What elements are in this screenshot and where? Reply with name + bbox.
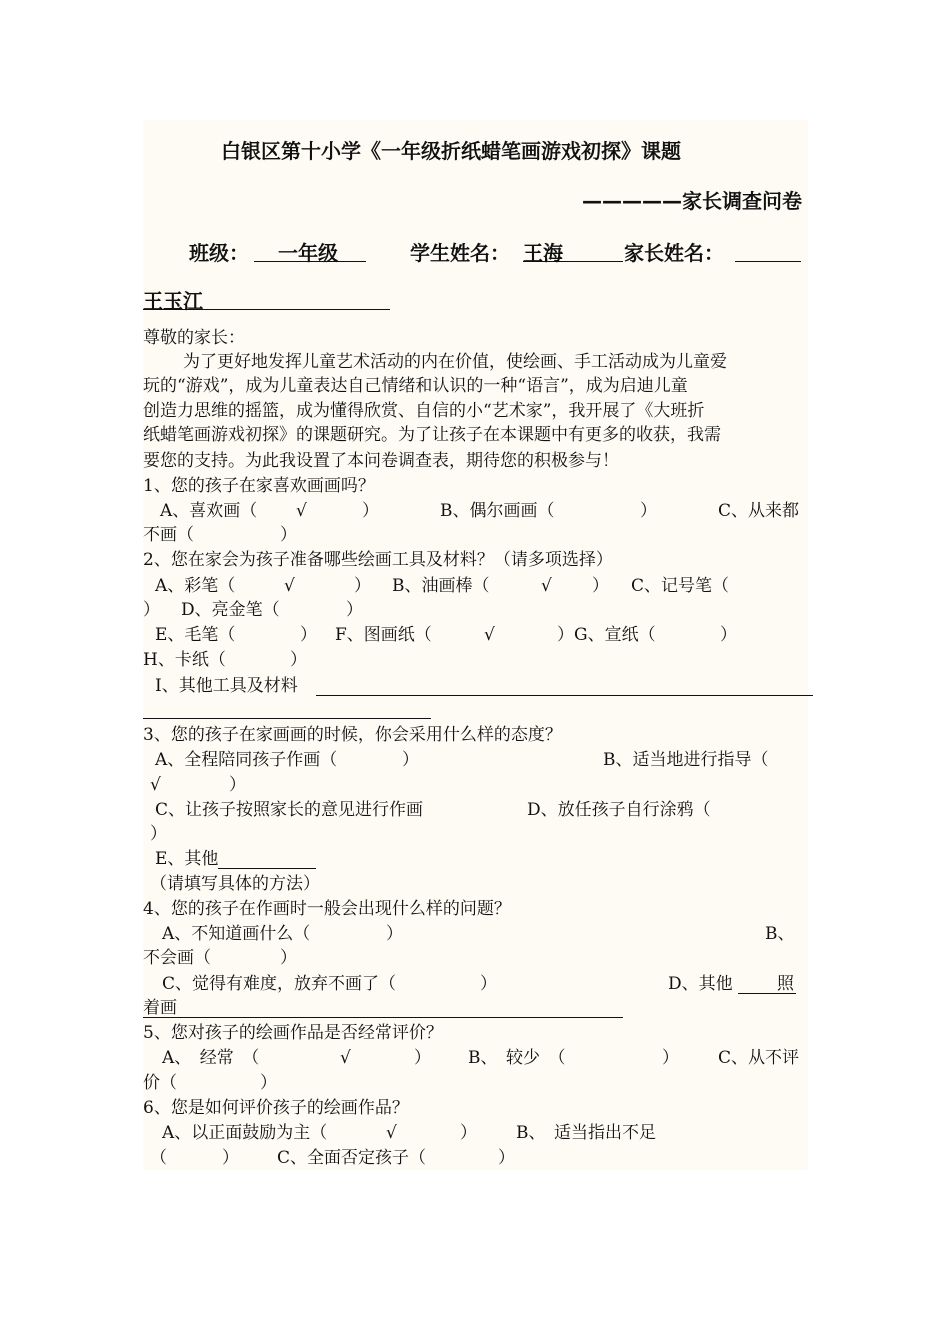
parent-label: 家长姓名： xyxy=(624,241,724,265)
q6-option-a-mark: √ xyxy=(386,1123,397,1143)
q5-option-a-mark: √ xyxy=(340,1048,351,1068)
q1-option-c-close: ） xyxy=(280,525,297,545)
q2-option-g: ）G、宣纸（ xyxy=(557,625,656,645)
q2-option-a: A、彩笔（ xyxy=(155,576,236,596)
q1-option-a: A、喜欢画（ xyxy=(160,501,258,521)
q4-option-c-close: ） xyxy=(480,974,497,994)
student-value: 王海 xyxy=(523,241,563,265)
parent-underline-start xyxy=(735,261,801,262)
q5-question: 5、您对孩子的绘画作品是否经常评价？ xyxy=(143,1023,443,1043)
page-subtitle: —————家长调查问卷 xyxy=(582,189,802,213)
q4-option-d: D、其他 xyxy=(668,974,733,994)
parent-value: 王玉江 xyxy=(143,289,203,313)
q6-option-b: B、 适当指出不足 xyxy=(516,1123,656,1143)
q2-option-g-close: ） xyxy=(720,625,737,645)
q6-option-a: A、以正面鼓励为主（ xyxy=(162,1123,328,1143)
q2-option-f: F、图画纸（ xyxy=(335,625,432,645)
q3-other-blank xyxy=(218,868,316,869)
q6-question: 6、您是如何评价孩子的绘画作品？ xyxy=(143,1098,409,1118)
q2-option-b-mark: √ xyxy=(541,576,552,596)
q2-option-d-close: ） xyxy=(346,600,363,620)
student-label: 学生姓名： xyxy=(410,241,510,265)
q6-option-a-close: ） xyxy=(460,1123,477,1143)
intro-line: 要您的支持。为此我设置了本问卷调查表，期待您的积极参与！ xyxy=(143,451,619,471)
q6-option-b-open: （ xyxy=(150,1148,167,1168)
q4-option-b: B、 xyxy=(765,924,795,944)
q2-option-d: D、亮金笔（ xyxy=(181,600,280,620)
questionnaire-paper xyxy=(143,120,808,1170)
q3-option-b-mark: √ xyxy=(150,775,161,795)
q5-option-a-close: ） xyxy=(414,1048,431,1068)
q3-question: 3、您的孩子在家画画的时候，你会采用什么样的态度？ xyxy=(143,725,562,745)
q3-option-b-close: ） xyxy=(229,775,246,795)
q2-option-b: B、油画棒（ xyxy=(392,576,490,596)
q5-option-c-cont: 价（ xyxy=(143,1073,177,1093)
q3-option-b: B、适当地进行指导（ xyxy=(603,750,769,770)
q4-other-blank-cont xyxy=(143,1017,623,1018)
q3-option-a-close: ） xyxy=(402,750,419,770)
q1-option-a-mark: √ xyxy=(296,501,307,521)
q2-option-e: E、毛笔（ xyxy=(155,625,236,645)
q2-option-h-close: ） xyxy=(290,650,307,670)
q3-option-e: E、其他 xyxy=(155,849,219,869)
q6-option-b-close: ） xyxy=(222,1148,239,1168)
q3-option-d-close: ） xyxy=(150,824,167,844)
q2-option-h: H、卡纸（ xyxy=(143,650,226,670)
q4-option-a-close: ） xyxy=(386,924,403,944)
q4-option-d-value-cont: 着画 xyxy=(143,998,177,1018)
q2-option-b-close: ） xyxy=(592,576,609,596)
q3-option-d: D、放任孩子自行涂鸦（ xyxy=(527,800,711,820)
q4-option-b-close: ） xyxy=(280,948,297,968)
page-title: 白银区第十小学《一年级折纸蜡笔画游戏初探》课题 xyxy=(221,139,681,163)
q1-option-a-close: ） xyxy=(362,501,379,521)
q2-option-i: I、其他工具及材料 xyxy=(155,676,298,696)
q1-option-b-close: ） xyxy=(640,501,657,521)
q3-note: （请填写具体的方法） xyxy=(150,874,320,894)
q4-option-a: A、不知道画什么（ xyxy=(162,924,311,944)
q4-option-c: C、觉得有难度，放弃不画了（ xyxy=(162,974,397,994)
q6-option-c: C、全面否定孩子（ xyxy=(277,1148,427,1168)
q2-option-a-close: ） xyxy=(354,576,371,596)
q2-option-c-close: ） xyxy=(143,600,160,620)
q5-option-b-close: ） xyxy=(662,1048,679,1068)
greeting: 尊敬的家长： xyxy=(143,328,245,348)
q5-option-b: B、 较少 （ xyxy=(468,1048,566,1068)
q2-option-e-close: ） xyxy=(300,625,317,645)
q4-option-b-cont: 不会画（ xyxy=(143,948,211,968)
intro-line: 玩的“游戏”，成为儿童表达自己情绪和认识的一种“语言”，成为启迪儿童 xyxy=(143,376,688,396)
q5-option-c: C、从不评 xyxy=(718,1048,800,1068)
intro-line: 创造力思维的摇篮，成为懂得欣赏、自信的小“艺术家”，我开展了《大班折 xyxy=(143,401,705,421)
q2-question: 2、您在家会为孩子准备哪些绘画工具及材料？（请多项选择） xyxy=(143,550,613,570)
class-label: 班级： xyxy=(189,241,249,265)
intro-line: 为了更好地发挥儿童艺术活动的内在价值，使绘画、手工活动成为儿童爱 xyxy=(183,352,727,372)
q2-option-c: C、记号笔（ xyxy=(631,576,730,596)
q2-option-a-mark: √ xyxy=(284,576,295,596)
q1-question: 1、您的孩子在家喜欢画画吗？ xyxy=(143,476,375,496)
q2-other-blank xyxy=(316,695,813,696)
q5-option-a: A、 经常 （ xyxy=(162,1048,260,1068)
q4-option-d-value: 照 xyxy=(777,974,794,994)
class-value: 一年级 xyxy=(278,241,338,265)
q3-option-a: A、全程陪同孩子作画（ xyxy=(155,750,338,770)
q4-question: 4、您的孩子在作画时一般会出现什么样的问题？ xyxy=(143,899,511,919)
q2-other-blank-cont xyxy=(143,718,431,719)
q6-option-c-close: ） xyxy=(498,1148,515,1168)
q2-option-f-mark: √ xyxy=(484,625,495,645)
q5-option-c-close: ） xyxy=(260,1073,277,1093)
q1-option-b: B、偶尔画画（ xyxy=(440,501,555,521)
q1-option-c-cont: 不画（ xyxy=(143,525,194,545)
q3-option-c: C、让孩子按照家长的意见进行作画 xyxy=(155,800,424,820)
intro-line: 纸蜡笔画游戏初探》的课题研究。为了让孩子在本课题中有更多的收获，我需 xyxy=(143,425,721,445)
q1-option-c: C、从来都 xyxy=(718,501,800,521)
